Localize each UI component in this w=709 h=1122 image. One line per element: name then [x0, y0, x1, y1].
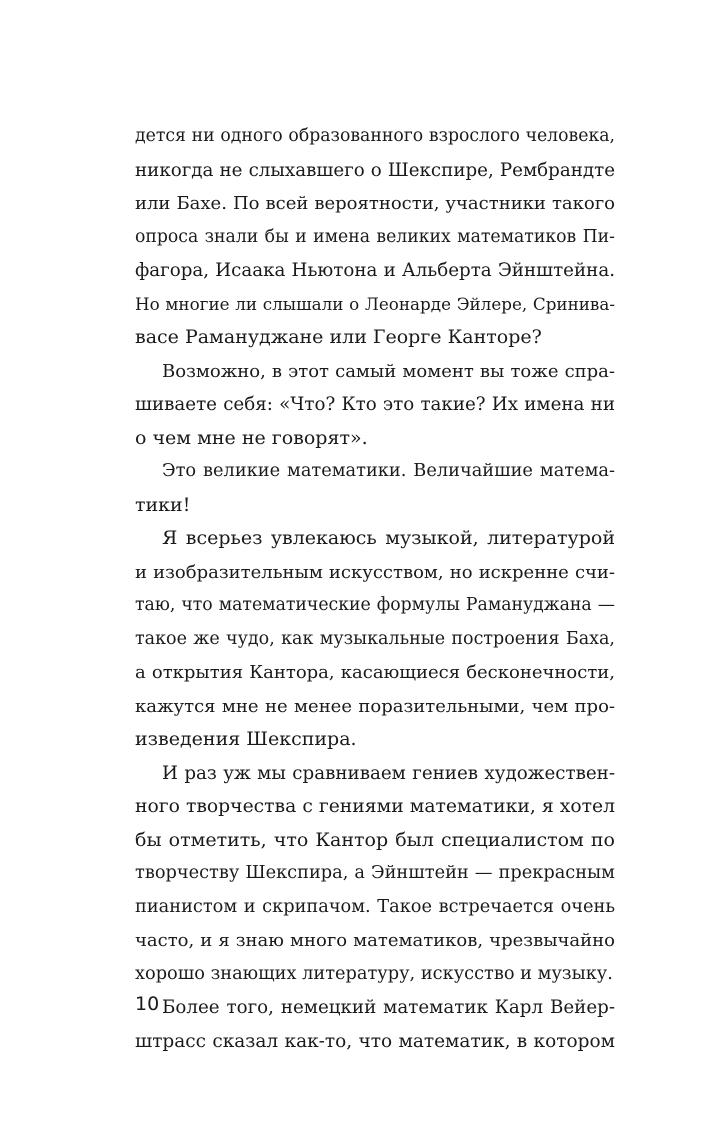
text-line: и изобразительным искусством, но искренне счи-: [135, 561, 615, 583]
text-line: кажутся мне не менее поразительными, чем про-: [135, 695, 615, 717]
text-line: о чем мне не говорят».: [135, 426, 368, 449]
text-line: тики!: [135, 493, 191, 516]
paragraph: [135, 355, 615, 456]
text-line: бы отметить, что Кантор был специалистом по: [135, 828, 615, 851]
text-line: часто, и я знаю много математиков, чрезвычайно: [135, 930, 615, 951]
text-line: фагора, Исаака Ньютона и Альберта Эйнштейна.: [135, 260, 615, 281]
text-line: васе Рамануджане или Георге Канторе?: [135, 326, 542, 348]
text-line: шиваете себя: «Что? Кто это такие? Их имена ни: [135, 394, 615, 415]
text-line: а открытия Кантора, касающиеся бесконечности,: [135, 662, 615, 683]
text-line: Более того, немецкий математик Карл Вейер-: [162, 997, 615, 1018]
text-line: Это великие математики. Величайшие матема-: [162, 461, 615, 481]
text-line: или Бахе. По всей вероятности, участники такого: [135, 193, 615, 214]
text-line: изведения Шекспира.: [135, 728, 357, 750]
text-line: дется ни одного образованного взрослого человека,: [135, 126, 615, 146]
text-line: никогда не слыхавшего о Шекспире, Рембрандте: [135, 159, 615, 181]
text-line: таю, что математические формулы Рамануджана —: [135, 595, 615, 615]
page-body: [135, 120, 615, 1058]
paragraph: [135, 455, 615, 522]
text-line: творчеству Шекспира, а Эйнштейн — прекрасным: [135, 863, 615, 883]
text-line: штрасс сказал как-то, что математик, в котором: [135, 1030, 615, 1052]
text-line: хорошо знающих литературу, искусство и музыку.: [135, 963, 613, 984]
text-line: ного творчества с гениями математики, я хотел: [135, 796, 615, 817]
paragraph: [135, 757, 615, 992]
text-line: такое же чудо, как музыкальные построения Баха,: [135, 628, 615, 649]
paragraph: [135, 991, 615, 1058]
text-line: пианистом и скрипачом. Такое встречается очень: [135, 896, 615, 917]
page-number: 10: [135, 993, 160, 1015]
paragraph: [135, 120, 615, 355]
text-line: Я всерьез увлекаюсь музыкой, литературой: [162, 527, 615, 549]
text-line: Возможно, в этот самый момент вы тоже спра-: [162, 360, 615, 382]
paragraph: [135, 522, 615, 757]
text-line: И раз уж мы сравниваем гениев художествен-: [162, 762, 615, 784]
text-line: Но многие ли слышали о Леонарде Эйлере, Сринива-: [135, 293, 615, 314]
text-line: опроса знали бы и имена великих математиков Пи-: [135, 226, 615, 247]
